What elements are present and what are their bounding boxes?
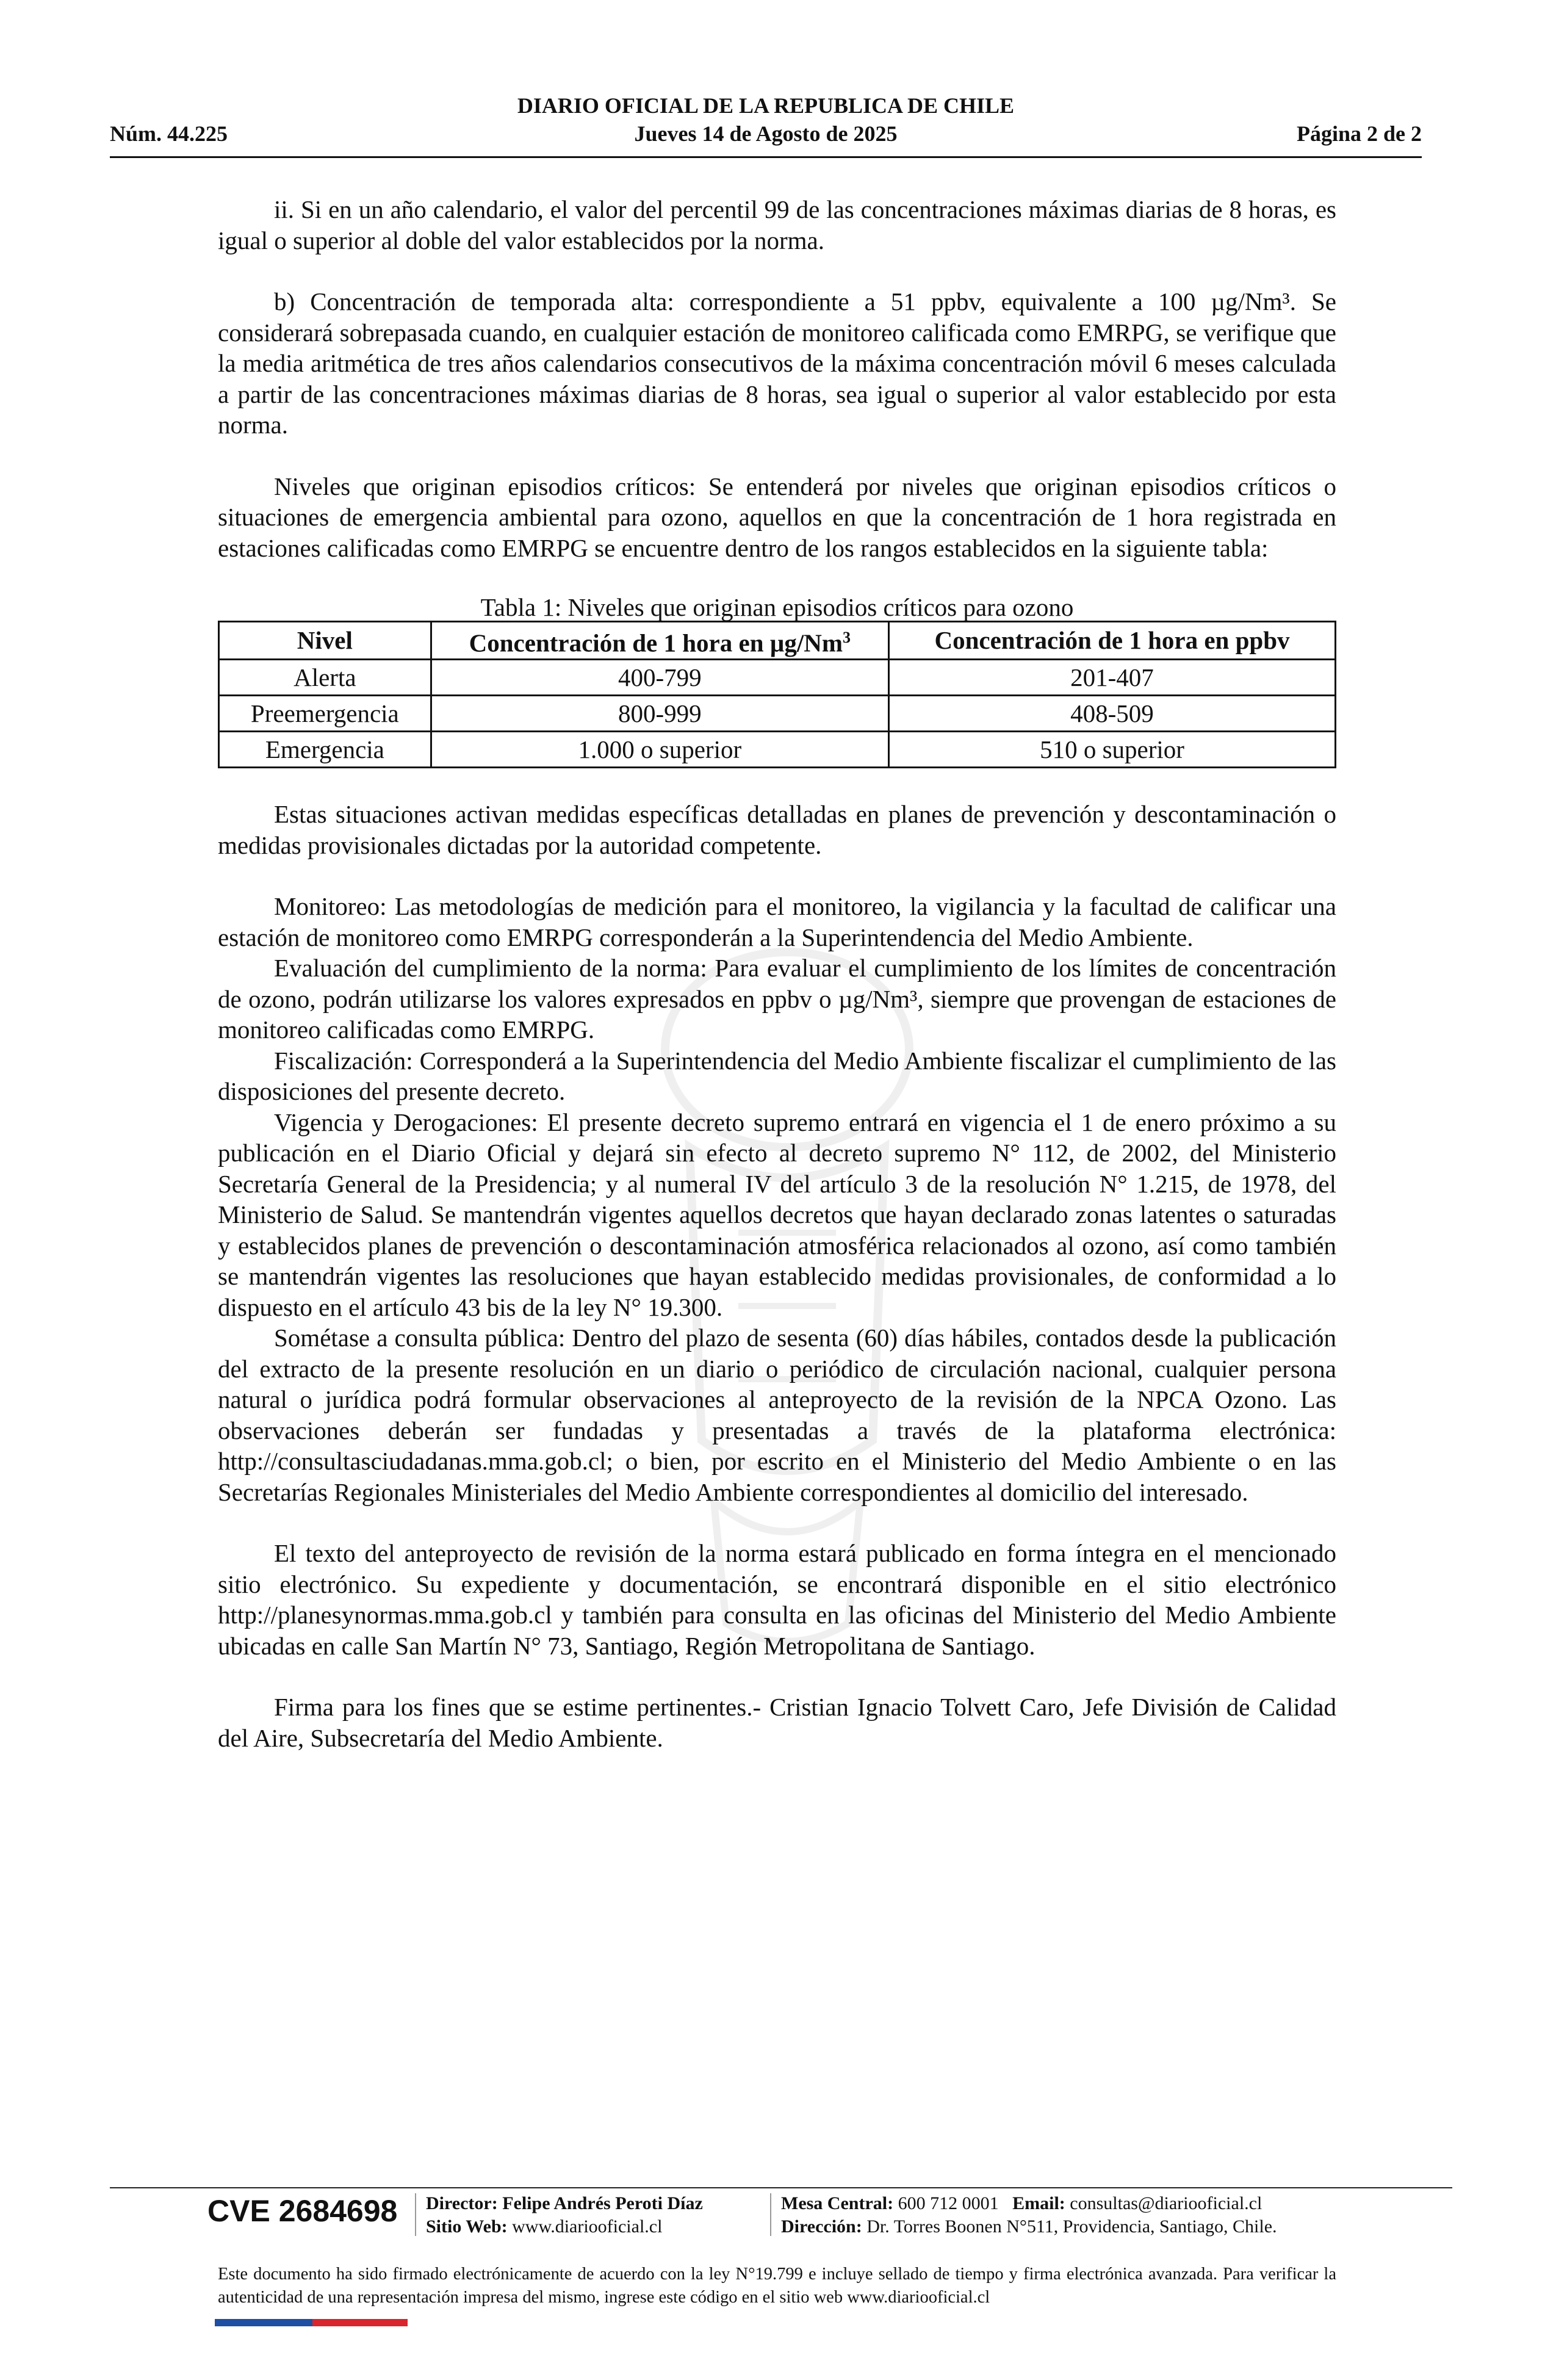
paragraph: Evaluación del cumplimiento de la norma: Para evaluar el cumplimiento de los límites de concentración de ozono, podrán utilizarse los valores expresados en ppbv o µg/Nm³, siempre que provengan de estaciones de monitoreo calificadas como EMRPG. [218, 954, 1336, 1044]
footer-director-block [426, 2192, 703, 2238]
cell-ug: 400-799 [431, 660, 888, 696]
website-label: Sitio Web: [426, 2216, 508, 2237]
table-row [219, 660, 1336, 696]
cell-ug: 1.000 o superior [431, 732, 888, 768]
table-row [219, 732, 1336, 768]
newspaper-title: DIARIO OFICIAL DE LA REPUBLICA DE CHILE [517, 93, 1015, 118]
table-caption: Tabla 1: Niveles que originan episodios críticos para ozono [480, 593, 1074, 621]
cell-ug: 800-999 [431, 696, 888, 732]
column-header-ug-text: Concentración de 1 hora en µg/Nm [469, 629, 843, 657]
paragraph: Monitoreo: Las metodologías de medición para el monitoreo, la vigilancia y la facultad de calificar una estación de monitoreo como EMRPG corresponderán a la Superintendencia del Medio Ambiente. [218, 892, 1336, 951]
table-row [219, 696, 1336, 732]
cve-code: CVE 2684698 [207, 2194, 398, 2228]
mesa-label: Mesa Central: [781, 2193, 894, 2213]
email-label: Email: [1012, 2193, 1065, 2213]
header-divider [110, 156, 1422, 158]
signature-paragraph: Firma para los fines que se estime pertinentes.- Cristian Ignacio Tolvett Caro, Jefe División de Calidad del Aire, Subsecretaría del Medio Ambiente. [218, 1693, 1336, 1752]
address-value: Dr. Torres Boonen N°511, Providencia, Santiago, Chile. [866, 2216, 1277, 2237]
page-header [110, 93, 1422, 160]
address-label: Dirección: [781, 2216, 862, 2237]
issue-date: Jueves 14 de Agosto de 2025 [634, 121, 898, 146]
superscript: 3 [843, 629, 851, 646]
mesa-phone: 600 712 0001 [898, 2193, 999, 2213]
table-header-row [219, 622, 1336, 660]
cell-ppbv: 510 o superior [888, 732, 1335, 768]
director-label: Director: [426, 2193, 498, 2213]
column-header-ug [431, 622, 888, 660]
website-link[interactable]: www.diariooficial.cl [512, 2216, 663, 2237]
paragraph: ii. Si en un año calendario, el valor del percentil 99 de las concentraciones máximas diarias de 8 horas, es igual o superior al doble del valor establecidos por la norma. [218, 195, 1336, 254]
cell-ppbv: 408-509 [888, 696, 1335, 732]
cell-nivel: Emergencia [219, 732, 431, 768]
paragraph: El texto del anteproyecto de revisión de la norma estará publicado en forma íntegra en el mencionado sitio electrónico. Su expediente y documentación, se encontrará disponible en el sitio electrónico http://planesynormas.mma.gob.cl y también para consulta en las oficinas del Ministerio del Medio Ambiente ubicadas en calle San Martín N° 73, Santiago, Región Metropolitana de Santiago. [218, 1539, 1336, 1660]
email-link[interactable]: consultas@diariooficial.cl [1070, 2193, 1262, 2213]
flag-stripe-red [312, 2319, 408, 2326]
page-number: Página 2 de 2 [1296, 121, 1422, 146]
column-header-ppbv: Concentración de 1 hora en ppbv [888, 622, 1335, 660]
footer-contact-block [781, 2192, 1277, 2238]
paragraph: Estas situaciones activan medidas específicas detalladas en planes de prevención y descontaminación o medidas provisionales dictadas por la autoridad competente. [218, 800, 1336, 859]
paragraph: Niveles que originan episodios críticos: Se entenderá por niveles que originan episodios críticos o situaciones de emergencia ambiental para ozono, aquellos en que la concentración de 1 hora registrada en estaciones calificadas como EMRPG se encuentre dentro de los rangos establecidos en la siguiente tabla: [218, 472, 1336, 562]
paragraph: Sométase a consulta pública: Dentro del plazo de sesenta (60) días hábiles, contados desde la publicación del extracto de la presente resolución en un diario o periódico de circulación nacional, cualquier persona natural o jurídica podrá formular observaciones al anteproyecto de la revisión de la NPCA Ozono. Las observaciones deberán ser fundadas y presentadas a través de la plataforma electrónica: http://consultasciudadanas.mma.gob.cl; o bien, por escrito en el Ministerio del Medio Ambiente o en las Secretarías Regionales Ministeriales del Medio Ambiente correspondientes al domicilio del interesado. [218, 1324, 1336, 1506]
paragraph: Vigencia y Derogaciones: El presente decreto supremo entrará en vigencia el 1 de enero próximo a su publicación en el Diario Oficial y dejará sin efecto al decreto supremo N° 112, de 2002, del Ministerio Secretaría General de la Presidencia; y al numeral IV del artículo 3 de la resolución N° 1.215, de 1978, del Ministerio de Salud. Se mantendrán vigentes aquellos decretos que hayan declarado zonas latentes o saturadas y establecidos planes de prevención o descontaminación atmosférica relacionados al ozono, así como también se mantendrán vigentes las resoluciones que hayan establecido medidas provisionales, de conformidad a lo dispuesto en el artículo 43 bis de la ley N° 19.300. [218, 1108, 1336, 1321]
paragraph: Fiscalización: Corresponderá a la Superintendencia del Medio Ambiente fiscalizar el cumplimiento de las disposiciones del presente decreto. [218, 1046, 1336, 1106]
footer-divider [110, 2187, 1452, 2188]
issue-number: Núm. 44.225 [110, 121, 228, 146]
cell-nivel: Preemergencia [219, 696, 431, 732]
footer-separator [415, 2193, 416, 2236]
footer-separator [770, 2193, 771, 2236]
document-body [218, 194, 1336, 1753]
electronic-signature-note: Este documento ha sido firmado electrónicamente de acuerdo con la ley N°19.799 e incluye sellado de tiempo y firma electrónica avanzada. Para verificar la autenticidad de una representación impresa del mismo, ingrese este código en el sitio web www.diariooficial.cl [218, 2265, 1336, 2307]
column-header-nivel: Nivel [219, 622, 431, 660]
cell-ppbv: 201-407 [888, 660, 1335, 696]
director-name: Felipe Andrés Peroti Díaz [502, 2193, 703, 2213]
flag-stripe-blue [215, 2319, 312, 2326]
paragraph: b) Concentración de temporada alta: correspondiente a 51 ppbv, equivalente a 100 µg/Nm³. Se considerará sobrepasada cuando, en cualquier estación de monitoreo calificada como EMRPG, se verifique que la media aritmética de tres años calendarios consecutivos de la máxima concentración móvil 6 meses calculada a partir de las concentraciones máximas diarias de 8 horas, sea igual o superior al valor establecido por esta norma. [218, 287, 1336, 439]
critical-levels-table [218, 621, 1336, 768]
cell-nivel: Alerta [219, 660, 431, 696]
